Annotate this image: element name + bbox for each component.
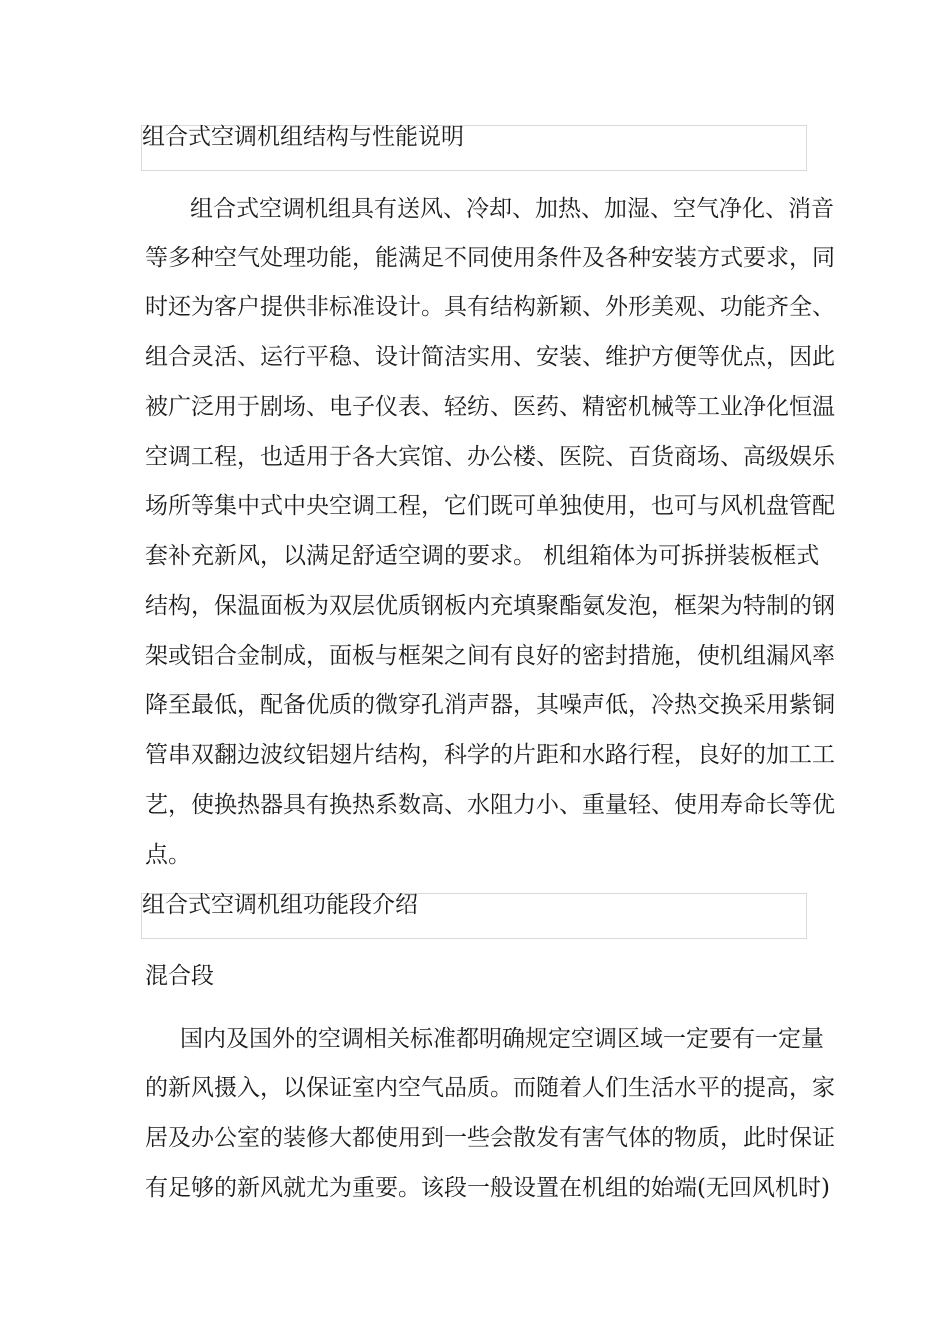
paragraph-line: 降至最低，配备优质的微穿孔消声器，其噪声低，冷热交换采用紫铜 [145, 692, 835, 718]
paragraph-line: 的新风摄入，以保证室内空气品质。而随着人们生活水平的提高，家 [145, 1075, 835, 1101]
subsection-heading: 混合段 [145, 963, 214, 989]
paragraph-line: 等多种空气处理功能，能满足不同使用条件及各种安装方式要求，同 [145, 245, 835, 271]
section-heading: 组合式空调机组功能段介绍 [142, 892, 418, 918]
paragraph-line: 国内及国外的空调相关标准都明确规定空调区域一定要有一定量 [180, 1026, 824, 1052]
section-heading-box [141, 125, 807, 171]
paragraph-line: 架或铝合金制成，面板与框架之间有良好的密封措施，使机组漏风率 [145, 643, 835, 669]
section-heading-box [141, 893, 807, 939]
paragraph-line: 空调工程，也适用于各大宾馆、办公楼、医院、百货商场、高级娱乐 [145, 444, 835, 470]
paragraph-line: 场所等集中式中央空调工程，它们既可单独使用，也可与风机盘管配 [145, 493, 835, 519]
paragraph-line: 组合式空调机组具有送风、冷却、加热、加湿、空气净化、消音 [190, 196, 834, 222]
paragraph-line: 组合灵活、运行平稳、设计简洁实用、安装、维护方便等优点，因此 [145, 344, 835, 370]
paragraph-line: 居及办公室的装修大都使用到一些会散发有害气体的物质，此时保证 [145, 1125, 835, 1151]
paragraph-line: 套补充新风，以满足舒适空调的要求。 机组箱体为可拆拼装板框式 [145, 543, 820, 569]
paragraph-line: 时还为客户提供非标准设计。具有结构新颖、外形美观、功能齐全、 [145, 294, 835, 320]
paragraph-line: 艺，使换热器具有换热系数高、水阻力小、重量轻、使用寿命长等优 [145, 792, 835, 818]
paragraph-line: 点。 [145, 842, 191, 868]
section-heading: 组合式空调机组结构与性能说明 [142, 124, 464, 150]
paragraph-line: 被广泛用于剧场、电子仪表、轻纺、医药、精密机械等工业净化恒温 [145, 394, 835, 420]
paragraph-line: 结构，保温面板为双层优质钢板内充填聚酯氨发泡，框架为特制的钢 [145, 593, 835, 619]
paragraph-line: 有足够的新风就尤为重要。该段一般设置在机组的始端(无回风机时) [145, 1175, 830, 1201]
paragraph-line: 管串双翻边波纹铝翅片结构，科学的片距和水路行程，良好的加工工 [145, 742, 835, 768]
